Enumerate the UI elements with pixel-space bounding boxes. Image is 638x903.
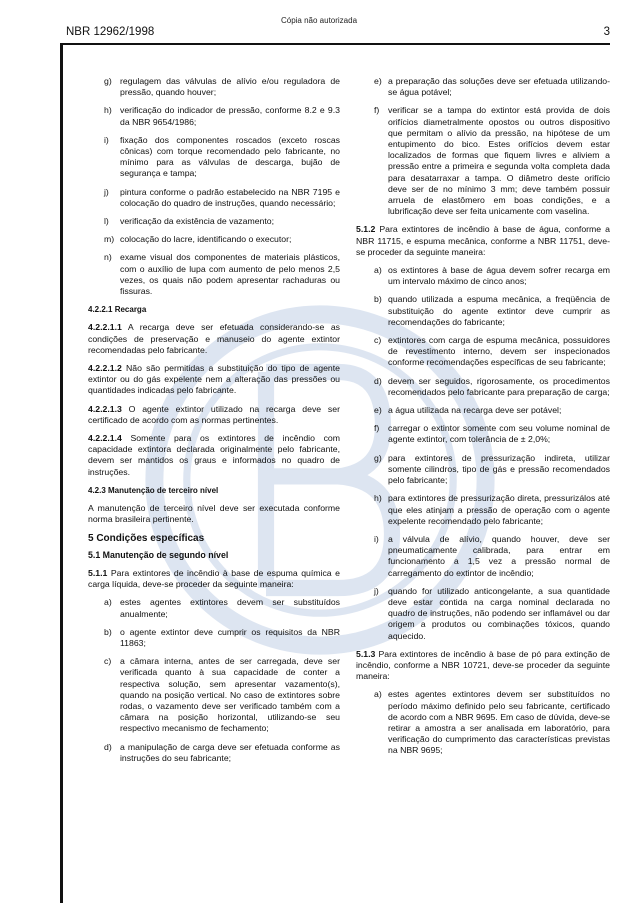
header-rule (60, 43, 610, 45)
list-item: h) para extintores de pressurização direta, pressurizálos até que eles atinjam a pressão de operação com o agente expelente recomendado pelo fabricante; (374, 493, 610, 526)
page-number: 3 (603, 26, 610, 38)
list-item: a) os extintores à base de água devem sofrer recarga em um intervalo máximo de cinco anos; (374, 265, 610, 287)
list-item: c) a câmara interna, antes de ser carregada, deve ser verificada quanto à sua capacidade de conter a respectiva solução, sem apresentar vazamento(s), quando na posição vertical. No caso de extintores sobre rodas, o vazamento deve ser verificado também com a câmara na posição horizontal, utilizando-se seu respectivo mecanismo de fechamento; (104, 656, 340, 734)
list-item: e) a preparação das soluções deve ser efetuada utilizando-se água potável; (374, 76, 610, 98)
list-item: b) o agente extintor deve cumprir os requisitos da NBR 11863; (104, 626, 340, 648)
paragraph: 5.1.1 Para extintores de incêndio à base de espuma química e carga líquida, deve-se proceder da seguinte maneira: (88, 567, 340, 590)
list-item: e) a água utilizada na recarga deve ser potável; (374, 405, 562, 416)
list-item: a) estes agentes extintores devem ser substituídos no período máximo definido pelo seu fabricante, certificado de acordo com a NBR 9695. Em caso de dúvida, deve-se retirar a amostra a ser analisada em laboratório, para verificação do cumprimento das características previstas na NBR 9695; (374, 689, 610, 756)
section-heading: 4.2.3 Manutenção de terceiro nível (88, 485, 219, 495)
list-item: f) verificar se a tampa do extintor está provida de dois orifícios diametralmente opostos ou outros dispositivo que permitam o alívio da pressão, na hipótese de um entupimento do bico. Estes orifícios devem estar localizados de formas que fiquem livres e aliviem a pressão entre a primeira e segunda volta completa dada para desatarraxar a tampa. O diâmetro deste orifício deve ser de no mínimo 3 mm; deve também possuir arruela de elastômero em boas condições, e a lubrificação deve ser feita unicamente com vaselina. (374, 105, 610, 217)
section-heading: 5.1 Manutenção de segundo nível (88, 549, 229, 560)
list-item: n) exame visual dos componentes de materiais plásticos, com o auxílio de lupa com aumento de pelo menos 2,5 vezes, os quais não podem apresentar rachaduras ou fissuras. (104, 252, 340, 297)
list-item: g) para extintores de pressurização indireta, utilizar somente cilindros, tipo de gás e pressão recomendados pelo fabricante; (374, 452, 610, 486)
list-item: c) extintores com carga de espuma mecânica, possuidores de revestimento interno, devem ser inspecionados conforme recomendações específicas de seu fabricante; (374, 335, 610, 368)
section-heading: 5 Condições específicas (88, 532, 205, 544)
copy-notice: Cópia não autorizada (280, 16, 358, 25)
paragraph: 4.2.2.1.4 Somente para os extintores de incêndio com capacidade extintora declarada originalmente pelo fabricante, devem ser mantidos os graus e informados no quadro de instruções. (88, 433, 341, 477)
standard-number: NBR 12962/1998 (66, 26, 155, 38)
paragraph: 5.1.2 Para extintores de incêndio à base de água, conforme a NBR 11715, e espuma mecânica, conforme a NBR 11751, deve-se proceder da seguinte maneira: (356, 224, 610, 257)
list-item: j) quando for utilizado anticongelante, a sua quantidade deve estar contida na carga nominal declarada no quadro de instruções, não podendo ser inflamável ou dar origem a produtos ou combinações tóxicos, quando aquecido. (374, 585, 610, 641)
list-item: d) a manipulação de carga deve ser efetuada conforme as instruções do seu fabricante; (104, 741, 340, 763)
list-item: i) fixação dos componentes roscados (exceto roscas cônicas) com torque recomendado pelo fabricante, no mínimo para as válvulas de descarga, bujão de segurança e tampa; (104, 134, 340, 179)
list-item: h) verificação do indicador de pressão, conforme 8.2 e 9.3 da NBR 9654/1986; (104, 105, 340, 127)
paragraph: 4.2.2.1.3 O agente extintor utilizado na recarga deve ser certificado de acordo com as normas pertinentes. (88, 403, 340, 425)
paragraph: 5.1.3 Para extintores de incêndio à base de pó para extinção de incêndio, conforme a NBR 10721, deve-se proceder da seguinte maneira: (356, 648, 610, 682)
paragraph: 4.2.2.1.1 A recarga deve ser efetuada considerando-se as condições de preservação e manuseio do agente extintor recomendadas pelo fabricante. (88, 322, 340, 355)
list-item: f) carregar o extintor somente com seu volume nominal de agente extintor, com tolerância de ± 2,0%; (374, 423, 610, 445)
list-item: a) estes agentes extintores devem ser substituídos anualmente; (104, 597, 340, 619)
section-heading: 4.2.2.1 Recarga (88, 305, 147, 315)
page-header (66, 26, 610, 42)
right-column (356, 76, 610, 764)
paragraph: 4.2.2.1.2 Não são permitidas a substituição do tipo de agente extintor ou do gás expelente nem a alteração das pressões ou quantidades indicadas pelo fabricante. (88, 363, 340, 396)
left-margin-bar (60, 43, 63, 903)
list-item: g) regulagem das válvulas de alívio e/ou reguladora de pressão, quando houver; (104, 76, 340, 98)
list-item: j) pintura conforme o padrão estabelecido na NBR 7195 e colocação do quadro de instruções, quando necessário; (104, 186, 340, 208)
list-item: b) quando utilizada a espuma mecânica, a freqüência de substituição do agente extintor deve cumprir as recomendações do fabricante; (374, 294, 610, 327)
list-item: m) colocação do lacre, identificando o executor; (104, 234, 292, 245)
paragraph: A manutenção de terceiro nível deve ser executada conforme norma brasileira pertinente. (88, 503, 340, 525)
list-item: l) verificação da existência de vazamento; (104, 216, 275, 227)
list-item: i) a válvula de alívio, quando houver, deve ser pneumaticamente calibrada, para entrar em funcionamento a 1,5 vez a pressão normal de carregamento do extintor de incêndio; (374, 533, 610, 578)
left-column (88, 76, 340, 771)
list-item: d) devem ser seguidos, rigorosamente, os procedimentos recomendados pelo fabricante para preparação de carga; (374, 375, 610, 397)
